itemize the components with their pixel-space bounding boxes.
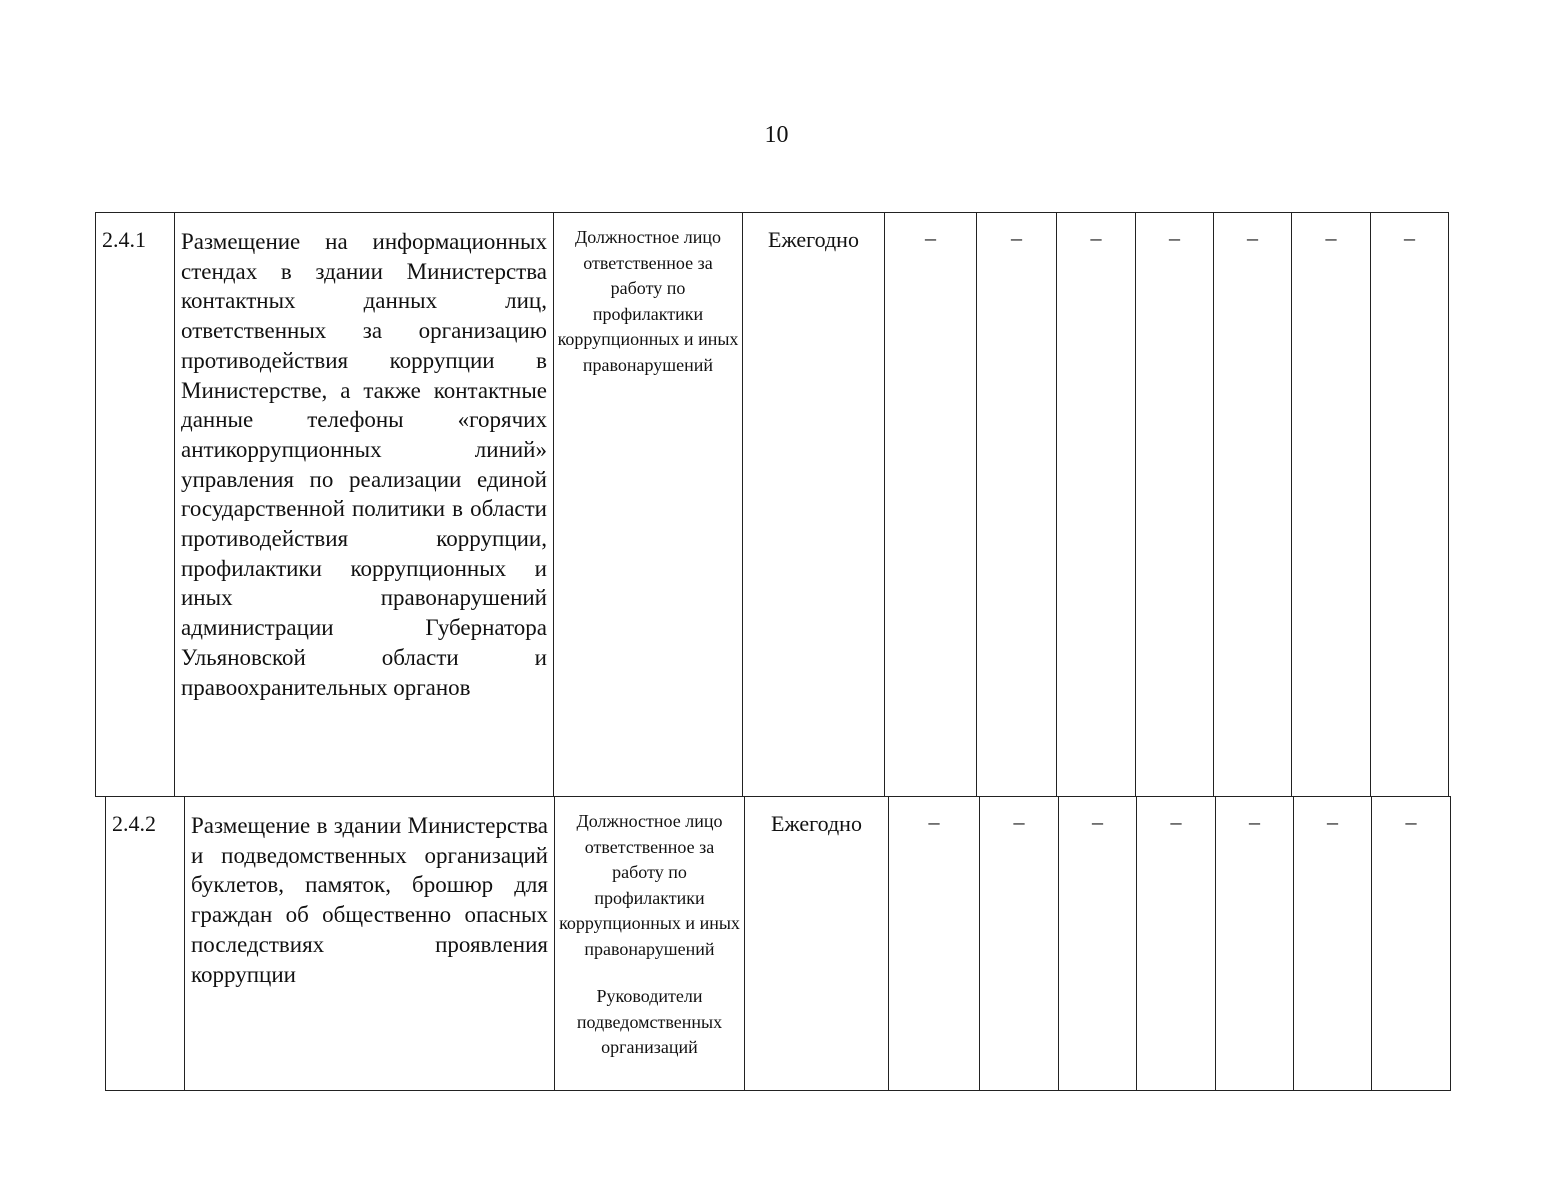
table-row bbox=[106, 797, 1451, 1091]
page-number: 10 bbox=[764, 122, 789, 148]
row-number: 2.4.1 bbox=[96, 213, 175, 797]
plan-table-part-1 bbox=[95, 212, 1449, 797]
value-cell: – bbox=[1059, 797, 1137, 1091]
period: Ежегодно bbox=[743, 213, 885, 797]
plan-table-part-2 bbox=[105, 796, 1451, 1091]
responsible-person-extra: Руководители подведомственных организаций bbox=[576, 986, 723, 1057]
row-number: 2.4.2 bbox=[106, 797, 185, 1091]
value-cell: – bbox=[977, 213, 1057, 797]
responsible-cell bbox=[555, 797, 745, 1091]
value-cell: – bbox=[1136, 213, 1214, 797]
measure-description: Размещение в здании Министерства и подведомственных организаций буклетов, памяток, брошюр для граждан об общественно опасных последствиях проявления коррупции bbox=[185, 797, 555, 1091]
spacer bbox=[557, 962, 742, 984]
value-cell: – bbox=[1216, 797, 1294, 1091]
value-cell: – bbox=[1137, 797, 1216, 1091]
value-cell: – bbox=[1371, 213, 1449, 797]
value-cell: – bbox=[1294, 797, 1372, 1091]
value-cell: – bbox=[1372, 797, 1451, 1091]
value-cell: – bbox=[1214, 213, 1292, 797]
value-cell: – bbox=[889, 797, 980, 1091]
value-cell: – bbox=[980, 797, 1059, 1091]
measure-description: Размещение на информационных стендах в здании Министерства контактных данных лиц, ответственных за организацию противодействия коррупции в Министерстве, а также контактные данные телефоны «горячих антикоррупционных линий» управления по реализации единой государственной политики в области противодействия коррупции, профилактики коррупционных и иных правонарушений администрации Губернатора Ульяновской области и правоохранительных органов bbox=[175, 213, 554, 797]
value-cell: – bbox=[1292, 213, 1371, 797]
value-cell: – bbox=[1057, 213, 1136, 797]
responsible-cell bbox=[554, 213, 743, 797]
period: Ежегодно bbox=[745, 797, 889, 1091]
value-cell: – bbox=[885, 213, 977, 797]
responsible-person: Должностное лицо ответственное за работу по профилактики коррупционных и иных правонарушений bbox=[557, 227, 739, 375]
table-row bbox=[96, 213, 1449, 797]
responsible-person: Должностное лицо ответственное за работу по профилактики коррупционных и иных правонарушений bbox=[559, 811, 740, 959]
